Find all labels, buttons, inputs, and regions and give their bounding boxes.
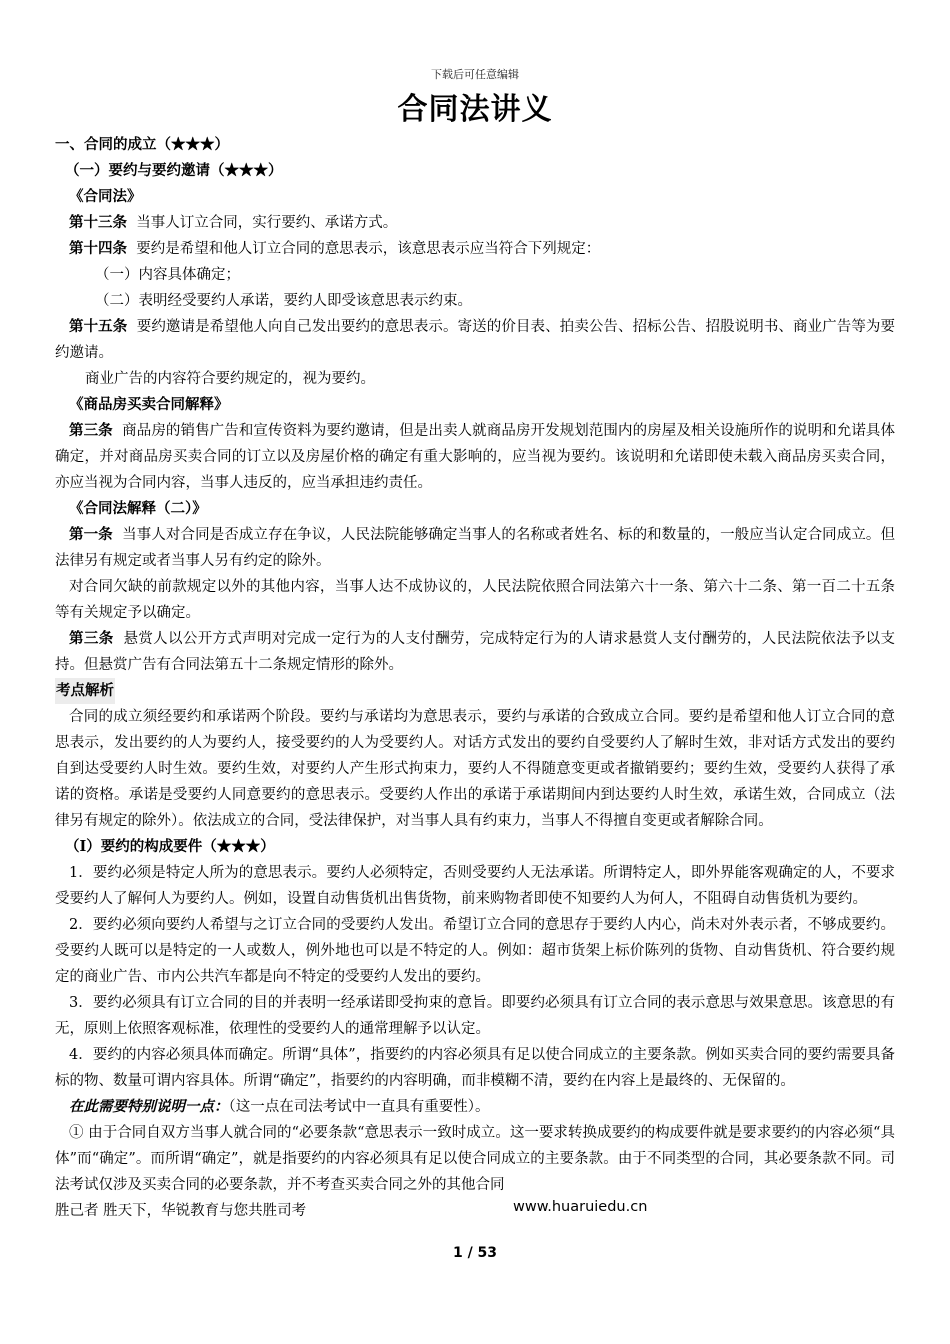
key-points-paragraph: 合同的成立须经要约和承诺两个阶段。要约与承诺均为意思表示，要约与承诺的合致成立合同。要约是希望和他人订立合同的意思表示，发出要约的人为要约人，接受要约的人为受要约人。对话方式发出的要约自受要约人了解时生效，非对话方式发出的要约自到达受要约人时生效。要约生效，对要约人产生形式拘束力，要约人不得随意变更或者撤销要约；要约生效，受要约人获得了承诺的资格。承诺是受要约人同意要约的意思表示。受要约人作出的承诺于承诺期间内到达要约人时生效，承诺生效，合同成立（法律另有规定的除外）。依法成立的合同，受法律保护，对当事人具有约束力，当事人不得擅自变更或者解除合同。 bbox=[55, 709, 895, 829]
document-body bbox=[55, 132, 895, 1198]
key-points-label: 考点解析 bbox=[55, 678, 115, 704]
page-title: 合同法讲义 bbox=[397, 92, 553, 127]
page-number: 1 / 53 bbox=[452, 1245, 498, 1261]
article-14-item-1: （一）内容具体确定； bbox=[95, 267, 240, 283]
article-label: 第一条 bbox=[69, 526, 113, 543]
law-title: 《合同法解释（二）》 bbox=[69, 500, 207, 517]
article-label: 第十三条 bbox=[69, 214, 127, 231]
requirement-1: 1．要约必须是特定人所为的意思表示。要约人必须特定，否则受要约人无法承诺。所谓特定人，即外界能客观确定的人，不要求受要约人了解何人为要约人。例如，设置自动售货机出售货物，前来购物者即使不知要约人为何人，不阻碍自动售货机为要约。 bbox=[55, 865, 895, 907]
law-title: 《商品房买卖合同解释》 bbox=[69, 396, 229, 413]
article-text: 当事人对合同是否成立存在争议，人民法院能够确定当事人的名称或者姓名、标的和数量的，一般应当认定合同成立。但法律另有规定或者当事人另有约定的除外。 bbox=[55, 527, 896, 569]
note-text: （这一点在司法考试中一直具有重要性）。 bbox=[228, 1099, 490, 1115]
subsection-heading: （Ⅰ）要约的构成要件（★★★） bbox=[65, 838, 275, 855]
requirement-4: 4．要约的内容必须具体而确定。所谓“具体”，指要约的内容必须具有足以使合同成立的主要条款。例如买卖合同的要约需要具备标的物、数量可谓内容具体。所谓“确定”，指要约的内容明确，而非模糊不清，要约在内容上是最终的、无保留的。 bbox=[55, 1047, 895, 1089]
article-14 bbox=[55, 236, 895, 262]
article-13 bbox=[55, 210, 895, 236]
article-label: 第十四条 bbox=[69, 240, 127, 257]
interpretation-article-1 bbox=[55, 522, 895, 574]
subsection-heading: （一）要约与要约邀请（★★★） bbox=[65, 162, 283, 179]
article-label: 第十五条 bbox=[69, 318, 128, 335]
header-note: 下载后可任意编辑 bbox=[431, 68, 519, 81]
interpretation-article-1-paragraph-2: 对合同欠缺的前款规定以外的其他内容，当事人达不成协议的，人民法院依照合同法第六十一条、第六十二条、第一百二十五条等有关规定予以确定。 bbox=[55, 579, 895, 621]
requirement-3: 3．要约必须具有订立合同的目的并表明一经承诺即受拘束的意旨。即要约必须具有订立合同的表示意思与效果意思。该意思的有无，原则上依照客观标准，依理性的受要约人的通常理解予以认定。 bbox=[55, 995, 895, 1037]
article-text: 商品房的销售广告和宣传资料为要约邀请，但是出卖人就商品房开发规划范围内的房屋及相关设施所作的说明和允诺具体确定，并对商品房买卖合同的订立以及房屋价格的确定有重大影响的，应当视为要约。该说明和允诺即使未载入商品房买卖合同，亦应当视为合同内容，当事人违反的，应当承担违约责任。 bbox=[55, 423, 896, 491]
article-15-paragraph-2: 商业广告的内容符合要约规定的，视为要约。 bbox=[85, 371, 375, 387]
requirement-2: 2．要约必须向要约人希望与之订立合同的受要约人发出。希望订立合同的意思存于要约人内心，尚未对外表示者，不够成要约。受要约人既可以是特定的一人或数人，例外地也可以是不特定的人。例如：超市货架上标价陈列的货物、自动售货机、符合要约规定的商业广告、市内公共汽车都是向不特定的受要约人发出的要约。 bbox=[55, 917, 895, 985]
article-15 bbox=[55, 314, 895, 366]
housing-article-3 bbox=[55, 418, 895, 496]
interpretation-article-3 bbox=[55, 626, 895, 678]
article-14-item-2: （二）表明经受要约人承诺，要约人即受该意思表示约束。 bbox=[95, 293, 472, 309]
article-text: 悬赏人以公开方式声明对完成一定行为的人支付酬劳，完成特定行为的人请求悬赏人支付酬劳的，人民法院依法予以支持。但悬赏广告有合同法第五十二条规定情形的除外。 bbox=[55, 631, 896, 673]
special-note-paragraph: ① 由于合同自双方当事人就合同的“必要条款“意思表示一致时成立。这一要求转换成要约的构成要件就是要求要约的内容必须“具体”而“确定”。而所谓“确定”，就是指要约的内容必须具有足以使合同成立的主要条款。由于不同类型的合同，其必要条款不同。司法考试仅涉及买卖合同的必要条款，并不考查买卖合同之外的其他合同 bbox=[55, 1125, 895, 1193]
article-text: 要约邀请是希望他人向自己发出要约的意思表示。寄送的价目表、拍卖公告、招标公告、招股说明书、商业广告等为要约邀请。 bbox=[55, 319, 896, 361]
article-text: 当事人订立合同，实行要约、承诺方式。 bbox=[136, 215, 398, 231]
article-label: 第三条 bbox=[69, 630, 114, 647]
article-label: 第三条 bbox=[69, 422, 113, 439]
special-note bbox=[55, 1094, 895, 1120]
article-text: 要约是希望和他人订立合同的意思表示，该意思表示应当符合下列规定： bbox=[136, 241, 601, 257]
note-label: 在此需要特别说明一点： bbox=[69, 1098, 229, 1115]
footer-slogan: 胜己者 胜天下，华锐教育与您共胜司考 bbox=[55, 1203, 307, 1219]
law-title: 《合同法》 bbox=[69, 188, 142, 205]
key-points-heading bbox=[55, 678, 895, 704]
footer-url: www.huaruiedu.cn bbox=[513, 1199, 648, 1215]
section-heading: 一、合同的成立（★★★） bbox=[55, 136, 229, 153]
